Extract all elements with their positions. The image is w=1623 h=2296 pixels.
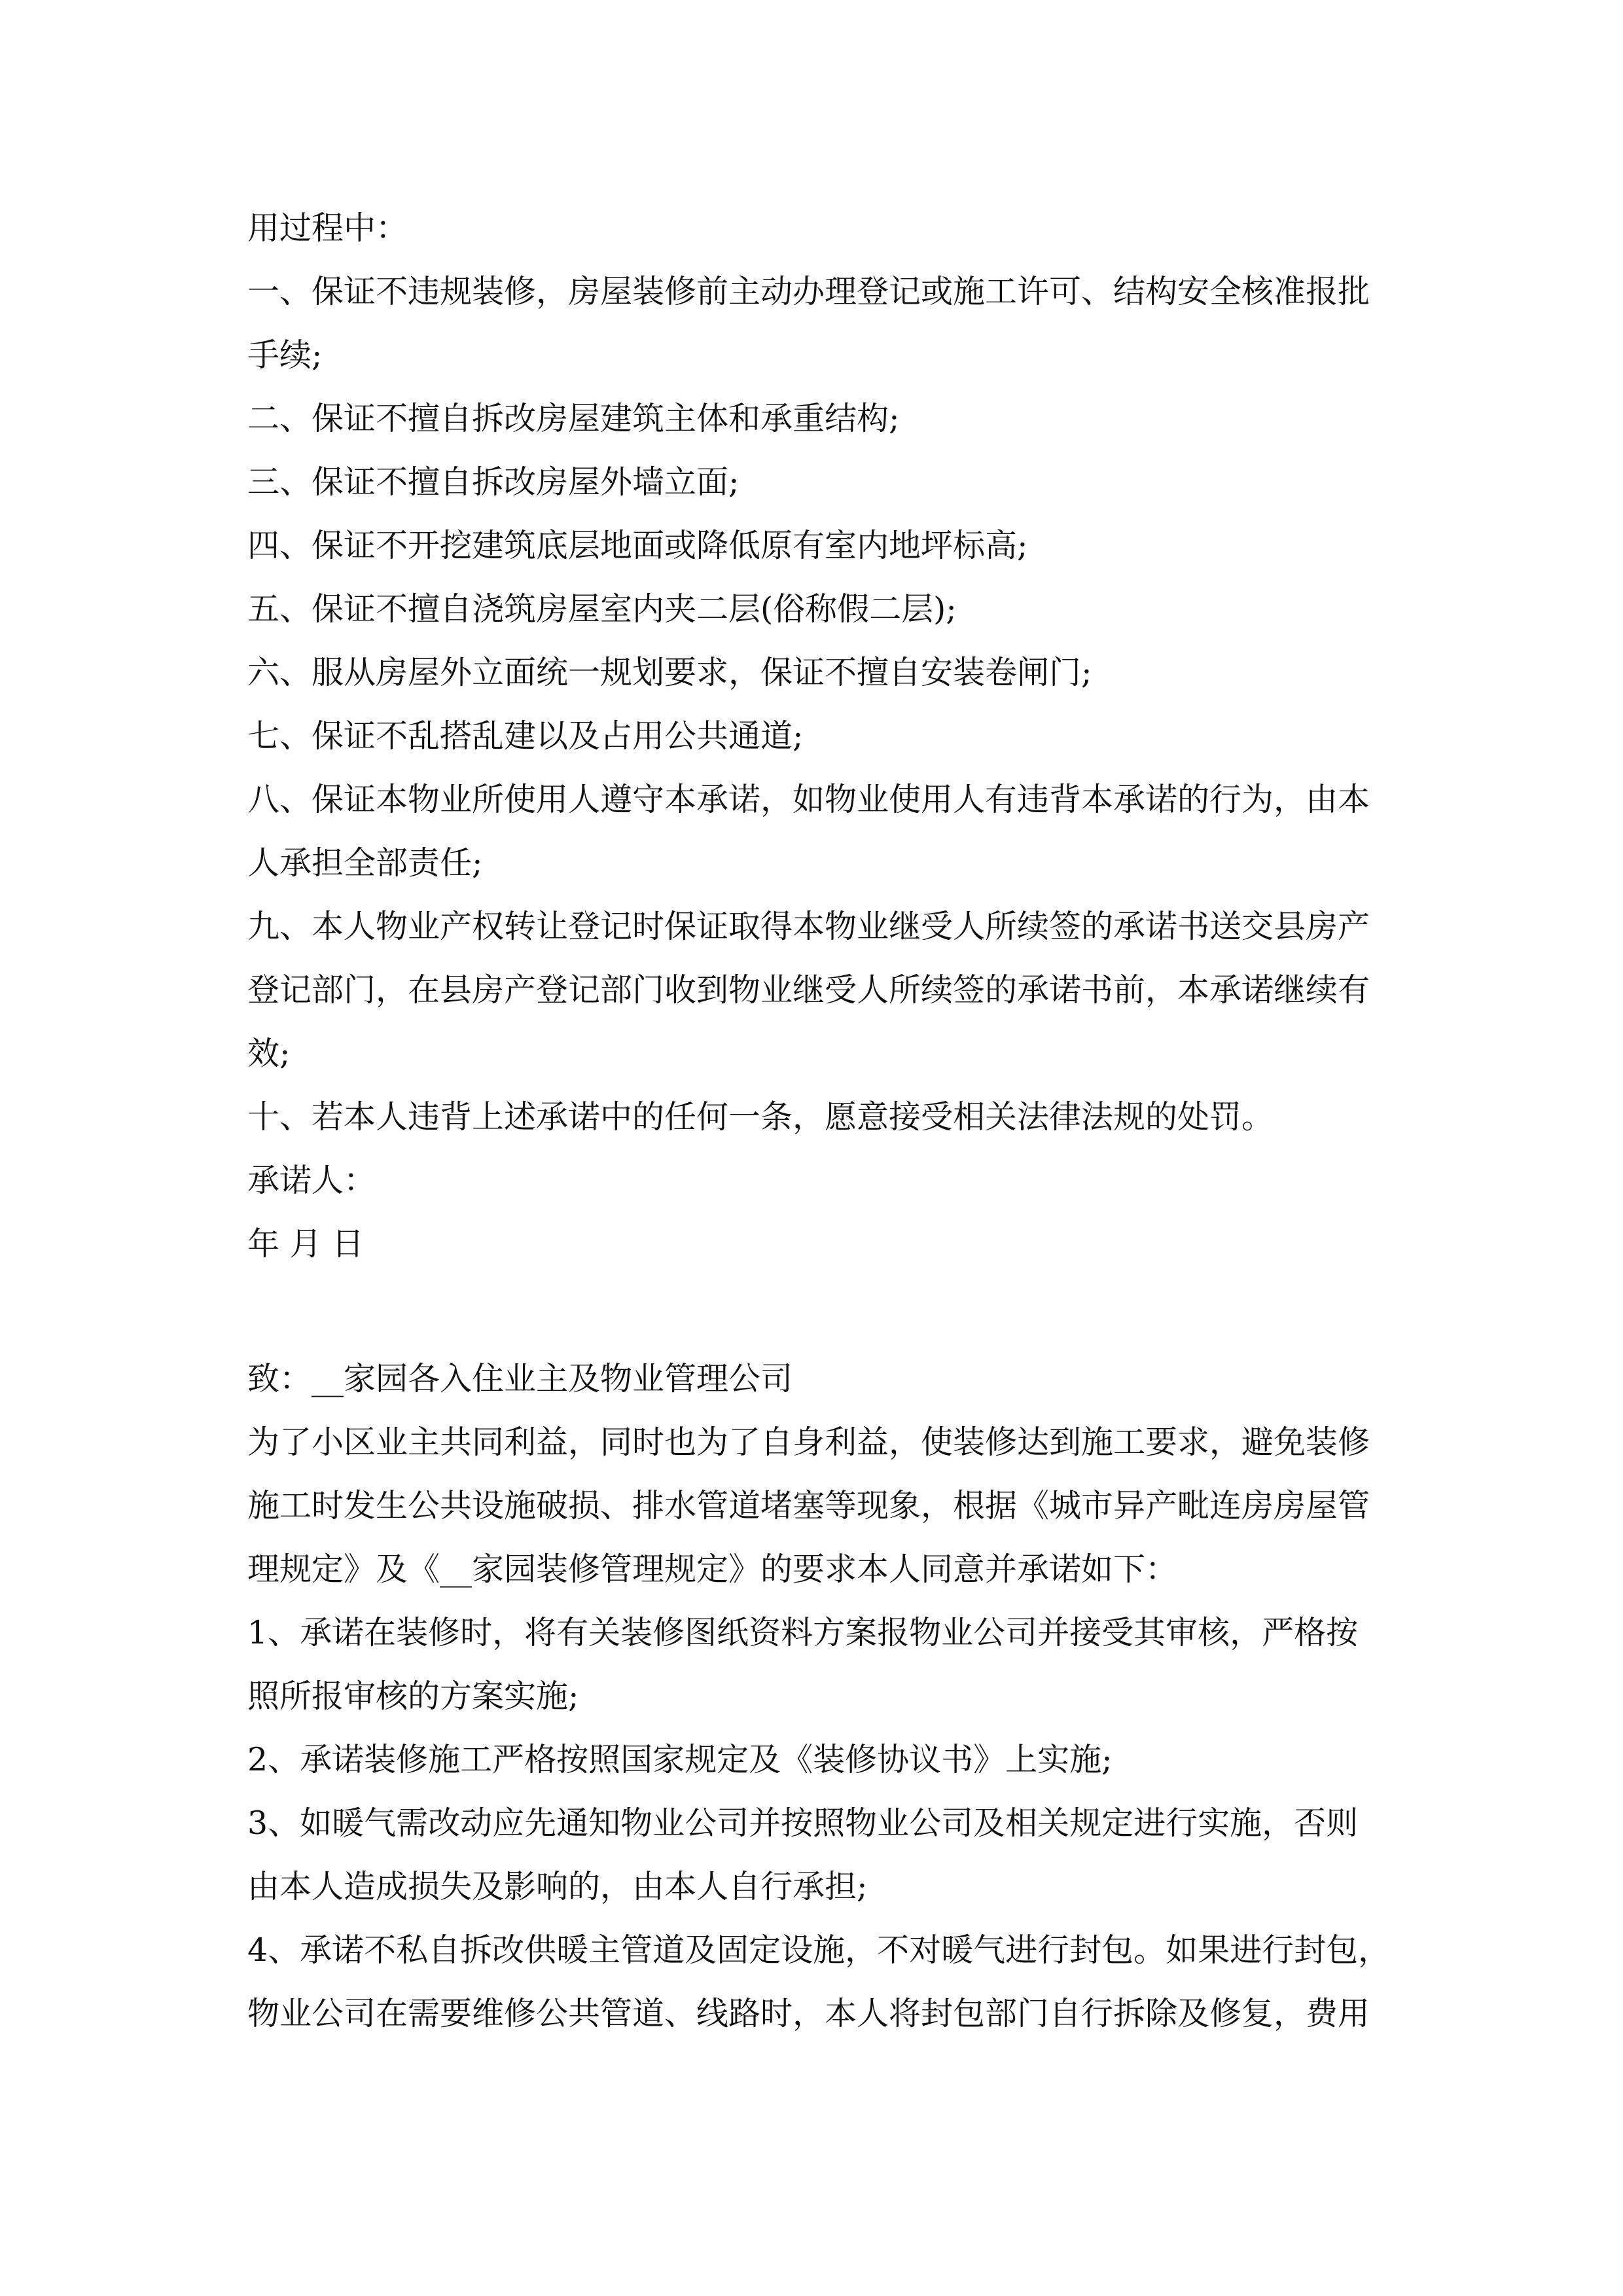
addressee-line: 致：__家园各入住业主及物业管理公司 — [247, 1360, 793, 1397]
text-line: 1、承诺在装修时，将有关装修图纸资料方案报物业公司并接受其审核，严格按 — [247, 1614, 1359, 1651]
text-line: 4、承诺不私自拆改供暖主管道及固定设施，不对暖气进行封包。如果进行封包， — [247, 1931, 1391, 1969]
date-line: 年 月 日 — [247, 1225, 365, 1263]
text-line: 二、保证不擅自拆改房屋建筑主体和承重结构; — [247, 400, 900, 437]
text-line: 3、如暖气需改动应先通知物业公司并按照物业公司及相关规定进行实施，否则 — [247, 1804, 1359, 1842]
text-line: 理规定》及《__家园装修管理规定》的要求本人同意并承诺如下： — [247, 1551, 1178, 1588]
text-line: 手续; — [247, 336, 323, 374]
text-line: 为了小区业主共同利益，同时也为了自身利益，使装修达到施工要求，避免装修 — [247, 1424, 1370, 1461]
text-line: 四、保证不开挖建筑底层地面或降低原有室内地坪标高; — [247, 527, 1028, 564]
text-line: 六、服从房屋外立面统一规划要求，保证不擅自安装卷闸门; — [247, 654, 1092, 691]
text-line: 七、保证不乱搭乱建以及占用公共通道; — [247, 717, 804, 755]
text-line: 三、保证不擅自拆改房屋外墙立面; — [247, 463, 740, 501]
text-line: 五、保证不擅自浇筑房屋室内夹二层(俗称假二层); — [247, 590, 957, 628]
text-line: 物业公司在需要维修公共管道、线路时，本人将封包部门自行拆除及修复，费用 — [247, 1995, 1370, 2032]
text-line: 登记部门，在县房产登记部门收到物业继受人所续签的承诺书前，本承诺继续有 — [247, 971, 1370, 1009]
text-line: 施工时发生公共设施破损、排水管道堵塞等现象，根据《城市异产毗连房房屋管 — [247, 1487, 1370, 1524]
text-line: 效; — [247, 1035, 291, 1072]
text-line: 十、若本人违背上述承诺中的任何一条，愿意接受相关法律法规的处罚。 — [247, 1098, 1274, 1136]
text-line: 九、本人物业产权转让登记时保证取得本物业继受人所续签的承诺书送交县房产 — [247, 908, 1370, 945]
text-line: 由本人造成损失及影响的，由本人自行承担; — [247, 1868, 868, 1905]
text-line: 一、保证不违规装修，房屋装修前主动办理登记或施工许可、结构安全核准报批 — [247, 273, 1370, 310]
text-line: 八、保证本物业所使用人遵守本承诺，如物业使用人有违背本承诺的行为，由本 — [247, 781, 1370, 818]
text-line: 2、承诺装修施工严格按照国家规定及《装修协议书》上实施; — [247, 1741, 1113, 1778]
text-line: 用过程中： — [247, 209, 408, 247]
text-line: 人承担全部责任; — [247, 844, 483, 882]
signatory-label: 承诺人： — [247, 1162, 376, 1199]
text-line: 照所报审核的方案实施; — [247, 1677, 579, 1715]
